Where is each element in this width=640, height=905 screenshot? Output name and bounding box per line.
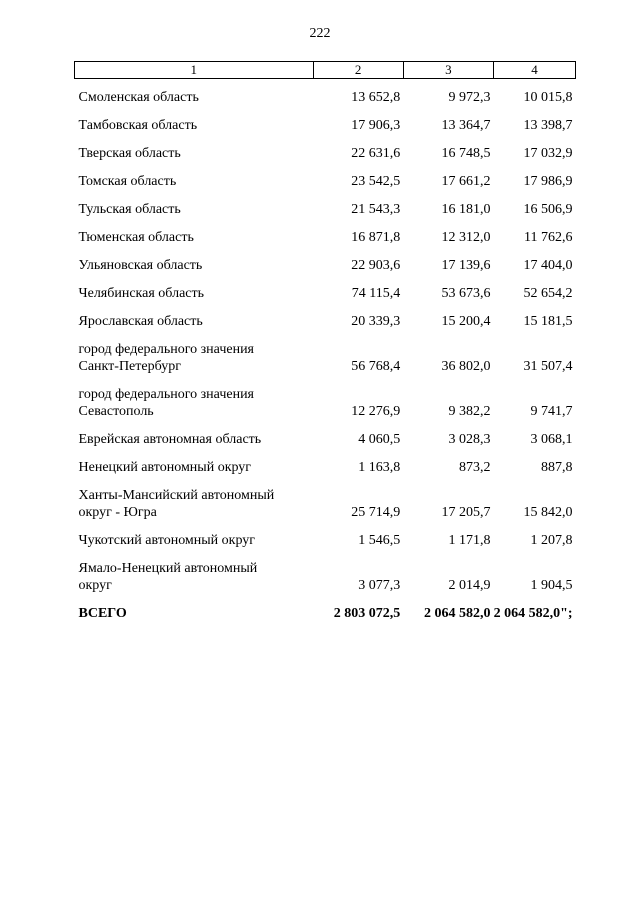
table-row [75, 448, 576, 476]
value-col-4: 9 741,7 [530, 404, 573, 419]
value-col-3: 13 364,7 [441, 118, 491, 133]
value-col-4: 887,8 [541, 460, 573, 475]
value-col-3: 16 748,5 [441, 146, 491, 161]
value-col-4: 16 506,9 [523, 202, 573, 217]
value-col-2: 3 077,3 [358, 578, 401, 593]
region-name: Тамбовская область [78, 118, 198, 133]
region-name: Челябинская область [78, 286, 204, 301]
table-row [75, 274, 576, 302]
column-header-1: 1 [75, 62, 314, 79]
table-row [75, 218, 576, 246]
value-col-4: 17 986,9 [523, 174, 573, 189]
value-col-2: 17 906,3 [351, 118, 401, 133]
region-name-line-1: Ханты-Мансийский автономный [78, 488, 275, 503]
value-col-4: 15 181,5 [523, 314, 573, 329]
value-col-3: 36 802,0 [441, 359, 491, 374]
value-col-2: 13 652,8 [351, 90, 401, 105]
value-col-4: 17 404,0 [523, 258, 573, 273]
table-row [75, 302, 576, 330]
page-number: 222 [309, 26, 331, 41]
table-row [75, 79, 576, 107]
value-col-3: 12 312,0 [441, 230, 491, 245]
region-name [75, 330, 314, 375]
value-col-4: 3 068,1 [530, 432, 573, 447]
value-col-2: 74 115,4 [351, 286, 401, 301]
column-header-4: 4 [494, 62, 576, 79]
value-col-3: 9 382,2 [448, 404, 491, 419]
value-col-2: 23 542,5 [351, 174, 401, 189]
value-col-3: 16 181,0 [441, 202, 491, 217]
value-col-4: 17 032,9 [523, 146, 573, 161]
table-header-row [75, 62, 576, 79]
column-header-2: 2 [313, 62, 403, 79]
value-col-2: 21 543,3 [351, 202, 401, 217]
table-row [75, 106, 576, 134]
value-col-4: 10 015,8 [523, 90, 573, 105]
region-name-line-2: Санкт-Петербург [78, 359, 181, 374]
table-row [75, 476, 576, 521]
region-name-line-2: Севастополь [78, 404, 154, 419]
total-col-3: 2 064 582,0 [424, 606, 491, 621]
value-col-2: 56 768,4 [351, 359, 401, 374]
value-col-2: 1 546,5 [358, 533, 401, 548]
region-name [75, 375, 314, 420]
table-row [75, 549, 576, 594]
value-col-4: 31 507,4 [523, 359, 573, 374]
value-col-2: 22 631,6 [351, 146, 401, 161]
budget-table [74, 61, 576, 622]
total-col-2: 2 803 072,5 [333, 606, 401, 621]
value-col-3: 3 028,3 [448, 432, 491, 447]
value-col-3: 873,2 [459, 460, 491, 475]
region-name-line-2: округ - Югра [78, 505, 157, 520]
region-name: Тульская область [78, 202, 181, 217]
region-name: Томская область [78, 174, 177, 189]
total-row [75, 594, 576, 622]
region-name: Тюменская область [78, 230, 194, 245]
value-col-3: 1 171,8 [448, 533, 491, 548]
value-col-4: 52 654,2 [523, 286, 573, 301]
value-col-4: 11 762,6 [524, 230, 573, 245]
total-col-4: 2 064 582,0"; [493, 606, 573, 621]
region-name-line-1: город федерального значения [78, 342, 254, 357]
table-row [75, 190, 576, 218]
table-row [75, 521, 576, 549]
value-col-3: 15 200,4 [441, 314, 491, 329]
table-row [75, 162, 576, 190]
value-col-2: 4 060,5 [358, 432, 401, 447]
table-row [75, 246, 576, 274]
region-name: Смоленская область [78, 90, 199, 105]
value-col-2: 20 339,3 [351, 314, 401, 329]
value-col-2: 25 714,9 [351, 505, 401, 520]
value-col-4: 15 842,0 [523, 505, 573, 520]
table-row [75, 134, 576, 162]
region-name: Еврейская автономная область [78, 432, 262, 447]
value-col-2: 22 903,6 [351, 258, 401, 273]
value-col-3: 9 972,3 [448, 90, 491, 105]
table-row [75, 420, 576, 448]
value-col-4: 1 207,8 [530, 533, 573, 548]
column-header-3: 3 [403, 62, 493, 79]
region-name-line-2: округ [78, 578, 112, 593]
region-name: Ульяновская область [78, 258, 203, 273]
table-row [75, 330, 576, 375]
total-label: ВСЕГО [78, 606, 127, 621]
region-name: Ненецкий автономный округ [78, 460, 252, 475]
value-col-4: 13 398,7 [523, 118, 573, 133]
value-col-3: 17 205,7 [441, 505, 491, 520]
value-col-3: 17 661,2 [441, 174, 491, 189]
region-name [75, 549, 314, 594]
value-col-2: 12 276,9 [351, 404, 401, 419]
region-name: Чукотский автономный округ [78, 533, 256, 548]
region-name-line-1: Ямало-Ненецкий автономный [78, 561, 258, 576]
region-name: Ярославская область [78, 314, 203, 329]
region-name-line-1: город федерального значения [78, 387, 254, 402]
value-col-2: 16 871,8 [351, 230, 401, 245]
value-col-2: 1 163,8 [358, 460, 401, 475]
region-name [75, 476, 314, 521]
table-row [75, 375, 576, 420]
value-col-3: 53 673,6 [441, 286, 491, 301]
value-col-3: 17 139,6 [441, 258, 491, 273]
value-col-3: 2 014,9 [448, 578, 491, 593]
value-col-4: 1 904,5 [530, 578, 573, 593]
region-name: Тверская область [78, 146, 181, 161]
